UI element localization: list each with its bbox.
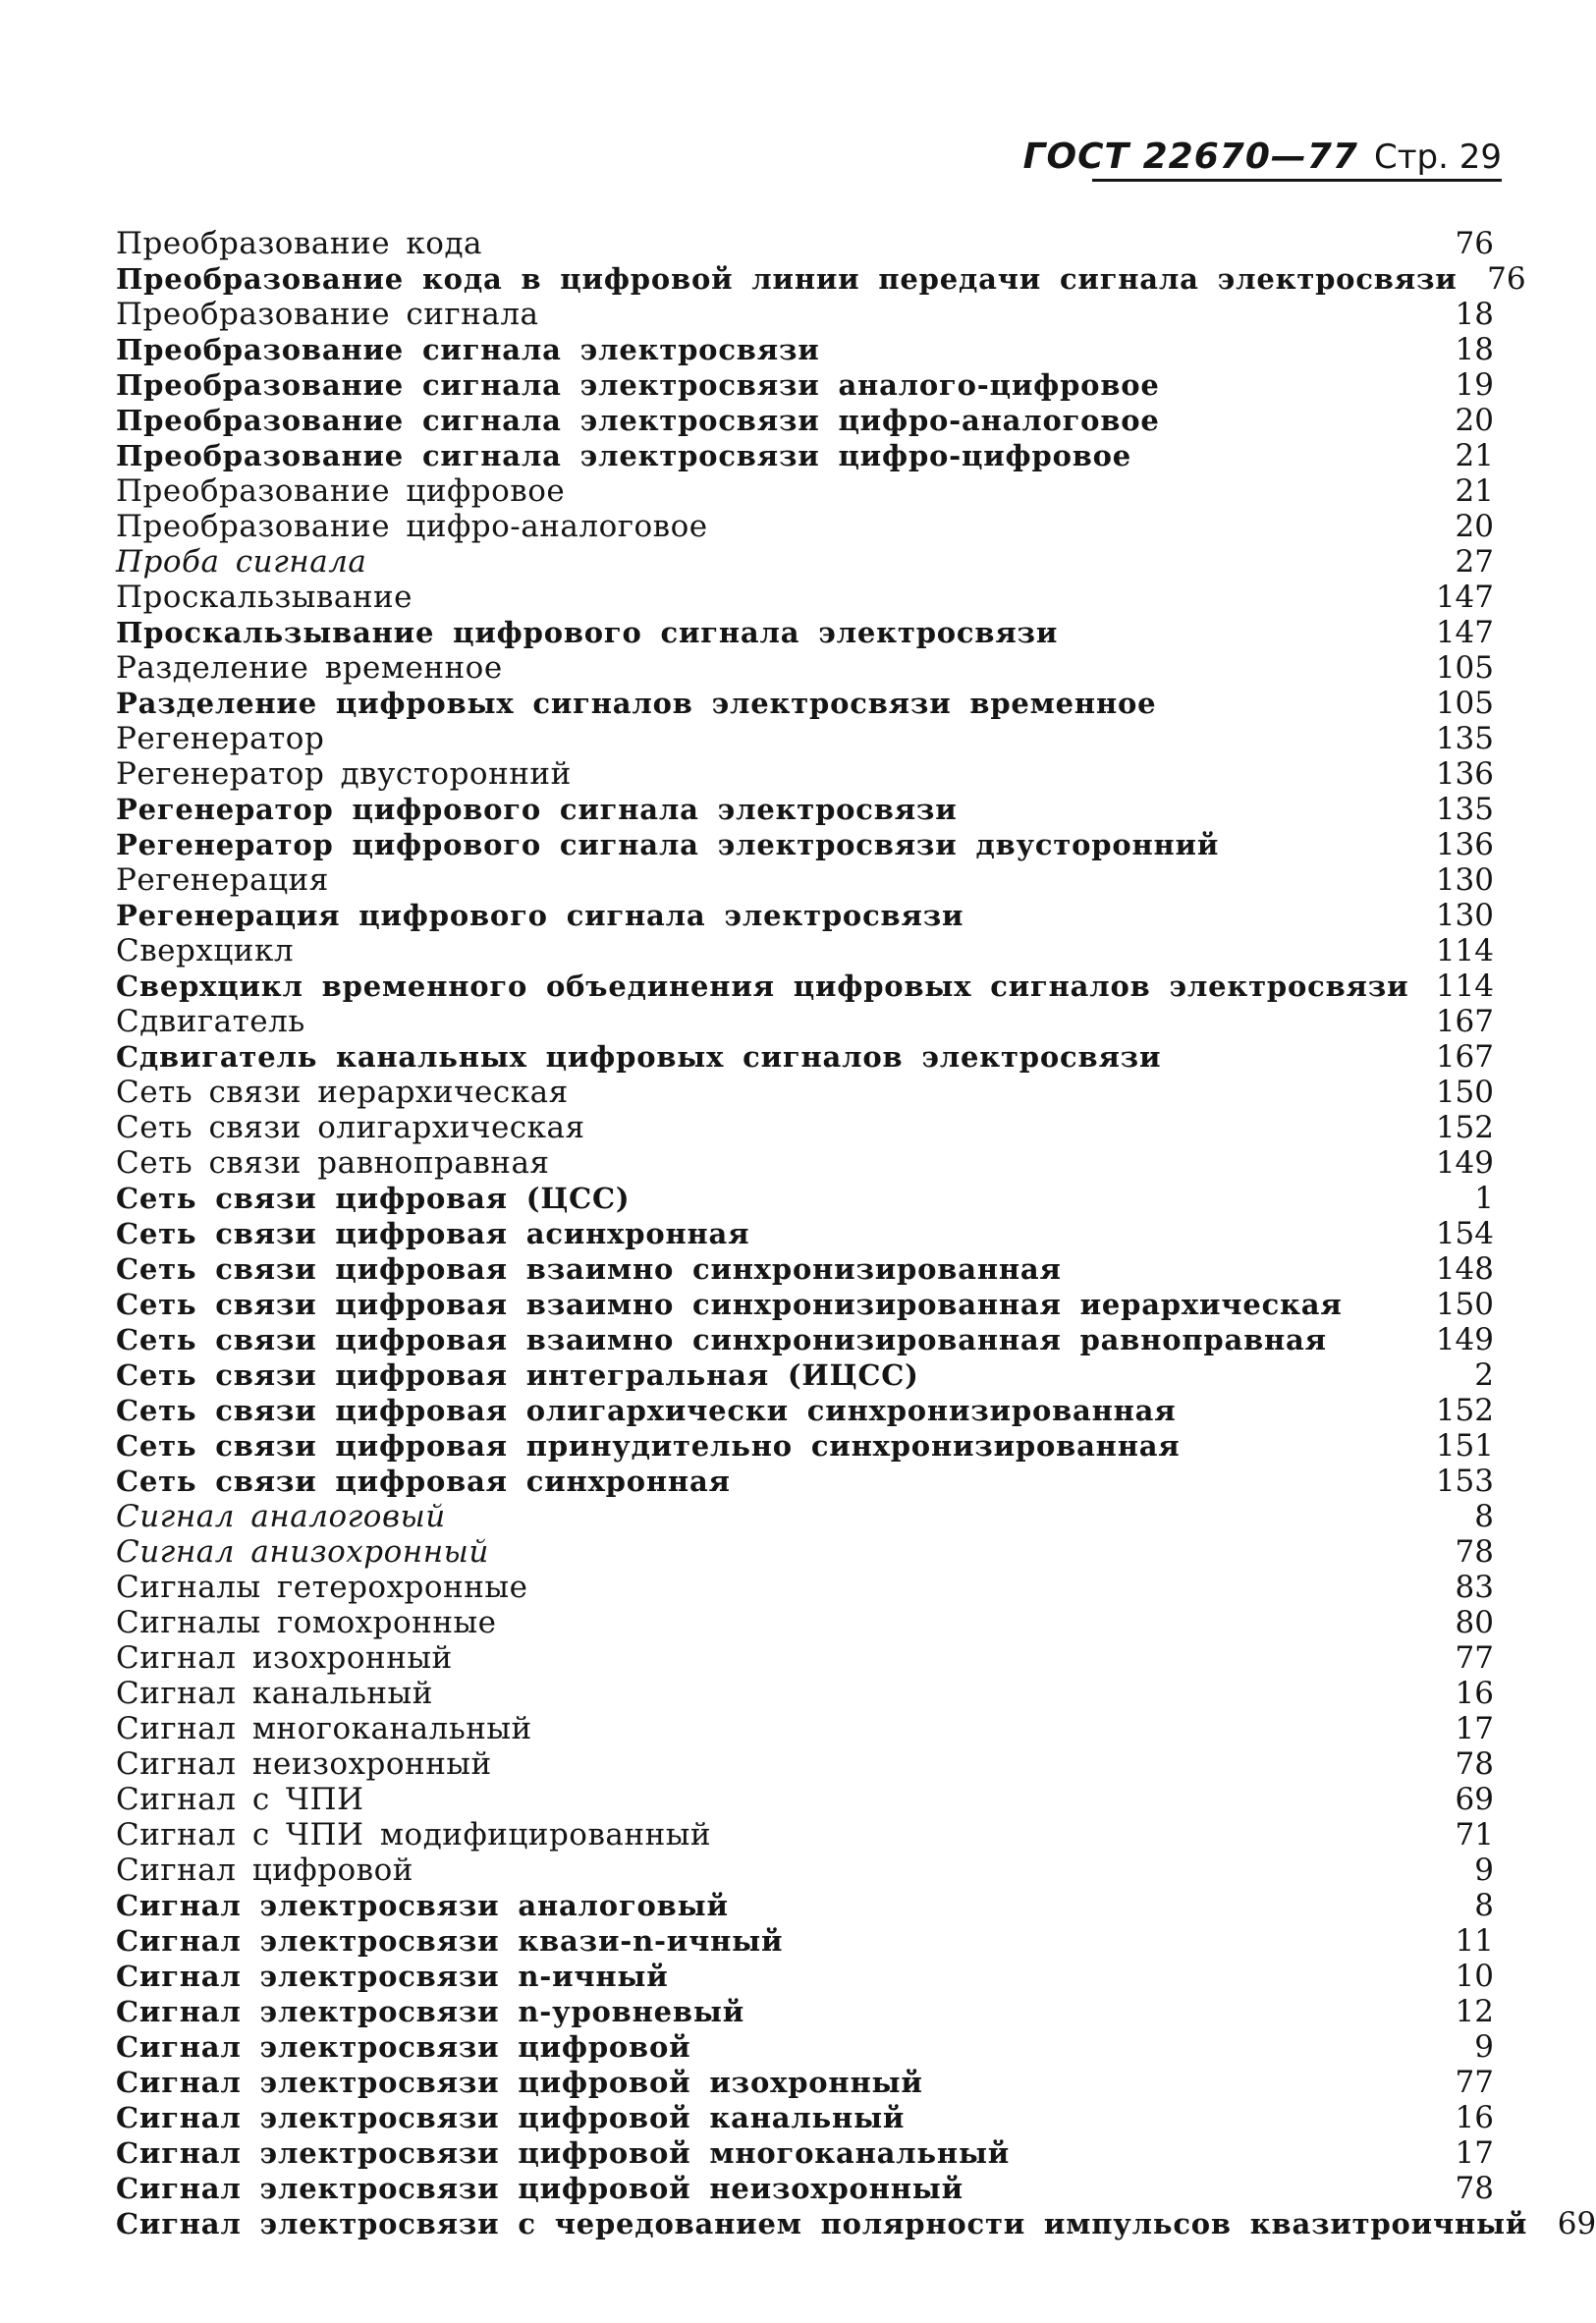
index-term: Регенератор bbox=[116, 721, 325, 756]
index-entry bbox=[116, 1923, 1494, 1959]
index-page-number: 78 bbox=[1455, 1534, 1494, 1570]
index-page-number: 78 bbox=[1455, 1746, 1494, 1782]
index-page-number: 136 bbox=[1435, 827, 1494, 862]
index-page-number: 150 bbox=[1435, 1287, 1494, 1322]
index-page-number: 9 bbox=[1474, 2029, 1494, 2065]
index-entry bbox=[116, 1534, 1494, 1570]
index-term: Сверхцикл временного объединения цифровых сигналов электросвязи bbox=[116, 969, 1409, 1003]
index-term: Сеть связи цифровая взаимно синхронизированная bbox=[116, 1252, 1062, 1286]
index-entry bbox=[116, 756, 1494, 792]
index-entry bbox=[116, 1145, 1494, 1181]
index-page-number: 16 bbox=[1455, 2100, 1494, 2135]
index-page-number: 10 bbox=[1455, 1959, 1494, 1994]
index-term: Преобразование сигнала электросвязи цифро-аналоговое bbox=[116, 404, 1160, 437]
index-page-number: 76 bbox=[1455, 226, 1494, 261]
index-page-number: 76 bbox=[1487, 261, 1526, 297]
index-entry bbox=[116, 2206, 1596, 2241]
index-term: Сеть связи цифровая асинхронная bbox=[116, 1217, 750, 1250]
index-entry bbox=[116, 615, 1494, 650]
index-entry bbox=[116, 1994, 1494, 2029]
index-page-number: 8 bbox=[1474, 1499, 1494, 1534]
index-page-number: 27 bbox=[1455, 544, 1494, 580]
index-page-number: 152 bbox=[1435, 1393, 1494, 1428]
index-entry bbox=[116, 1959, 1494, 1994]
index-term: Преобразование сигнала электросвязи аналого-цифровое bbox=[116, 368, 1160, 402]
index-term: Разделение цифровых сигналов электросвязи временное bbox=[116, 687, 1157, 720]
index-entry bbox=[116, 792, 1494, 827]
index-term: Сеть связи цифровая интегральная (ИЦСС) bbox=[116, 1358, 919, 1392]
index-entry bbox=[116, 2065, 1494, 2100]
index-entry bbox=[116, 261, 1526, 297]
index-term: Регенерация цифрового сигнала электросвязи bbox=[116, 899, 964, 932]
index-entry bbox=[116, 1393, 1494, 1428]
index-entry bbox=[116, 2171, 1494, 2206]
index-term: Сеть связи равноправная bbox=[116, 1145, 550, 1181]
index-entry bbox=[116, 1570, 1494, 1605]
index-entry bbox=[116, 862, 1494, 898]
index-entry bbox=[116, 473, 1494, 509]
index-page-number: 18 bbox=[1455, 332, 1494, 367]
index-entry bbox=[116, 1782, 1494, 1817]
index-term: Разделение временное bbox=[116, 650, 503, 686]
index-page-number: 77 bbox=[1455, 2065, 1494, 2100]
index-term: Сеть связи цифровая взаимно синхронизированная иерархическая bbox=[116, 1288, 1343, 1321]
index-term: Сигнал электросвязи квази-n-ичный bbox=[116, 1924, 784, 1958]
index-page-number: 9 bbox=[1474, 1853, 1494, 1888]
index-entry bbox=[116, 403, 1494, 438]
index-entry bbox=[116, 686, 1494, 721]
index-page-number: 148 bbox=[1435, 1251, 1494, 1287]
index-page-number: 78 bbox=[1455, 2171, 1494, 2206]
index-page-number: 154 bbox=[1435, 1216, 1494, 1251]
index-term: Сдвигатель канальных цифровых сигналов электросвязи bbox=[116, 1040, 1162, 1074]
index-entry bbox=[116, 898, 1494, 933]
index-entry bbox=[116, 1004, 1494, 1039]
index-term: Сигнал неизохронный bbox=[116, 1746, 492, 1782]
index-page-number: 12 bbox=[1455, 1994, 1494, 2029]
index-page-number: 151 bbox=[1435, 1428, 1494, 1464]
index-entry bbox=[116, 1251, 1494, 1287]
index-entry bbox=[116, 1464, 1494, 1499]
index-page-number: 83 bbox=[1455, 1570, 1494, 1605]
index-page-number: 71 bbox=[1455, 1817, 1494, 1853]
index-page-number: 167 bbox=[1435, 1004, 1494, 1039]
index-term: Сигналы гомохронные bbox=[116, 1605, 497, 1640]
page-number: Стр. 29 bbox=[1373, 138, 1502, 177]
index-term: Сеть связи цифровая синхронная bbox=[116, 1465, 731, 1498]
index-entry bbox=[116, 367, 1494, 403]
index-page-number: 147 bbox=[1435, 615, 1494, 650]
index-page-number: 21 bbox=[1455, 473, 1494, 509]
index-entry bbox=[116, 1888, 1494, 1923]
index-term: Сеть связи цифровая взаимно синхронизированная равноправная bbox=[116, 1323, 1327, 1356]
index-term: Сигнал анизохронный bbox=[116, 1534, 489, 1570]
index-page-number: 2 bbox=[1474, 1357, 1494, 1393]
index-entry bbox=[116, 509, 1494, 544]
index-term: Преобразование кода bbox=[116, 226, 483, 261]
index-term: Преобразование цифро-аналоговое bbox=[116, 509, 708, 544]
index-term: Сигнал аналоговый bbox=[116, 1499, 446, 1534]
index-page-number: 17 bbox=[1455, 1711, 1494, 1746]
index-term: Сигнал электросвязи цифровой изохронный bbox=[116, 2066, 923, 2099]
index-term: Сигнал цифровой bbox=[116, 1853, 413, 1888]
index-term: Сигнал электросвязи n-уровневый bbox=[116, 1995, 745, 2028]
index-entry bbox=[116, 297, 1494, 332]
index-entry bbox=[116, 438, 1494, 473]
index-page-number: 18 bbox=[1455, 297, 1494, 332]
index-entry bbox=[116, 1676, 1494, 1711]
index-page-number: 20 bbox=[1455, 403, 1494, 438]
header-rule bbox=[1092, 179, 1502, 182]
index-page-number: 80 bbox=[1455, 1605, 1494, 1640]
index-entry bbox=[116, 1039, 1494, 1075]
index-term: Сеть связи олигархическая bbox=[116, 1110, 585, 1145]
index-term: Сигнал электросвязи цифровой канальный bbox=[116, 2101, 906, 2134]
index-term: Преобразование кода в цифровой линии передачи сигнала электросвязи bbox=[116, 262, 1458, 296]
index-term: Сеть связи цифровая (ЦСС) bbox=[116, 1182, 631, 1215]
index-page-number: 17 bbox=[1455, 2135, 1494, 2171]
index-entry bbox=[116, 721, 1494, 756]
index-term: Преобразование сигнала электросвязи цифро-цифровое bbox=[116, 439, 1132, 472]
index-term: Сеть связи цифровая принудительно синхронизированная bbox=[116, 1429, 1181, 1463]
index-page-number: 69 bbox=[1557, 2206, 1596, 2241]
index-page-number: 153 bbox=[1435, 1464, 1494, 1499]
index-term: Сигнал электросвязи n-ичный bbox=[116, 1960, 669, 1993]
index-page-number: 1 bbox=[1474, 1181, 1494, 1216]
index-term: Сигнал электросвязи цифровой многоканальный bbox=[116, 2136, 1011, 2170]
index-page-number: 114 bbox=[1435, 933, 1494, 968]
index-entry bbox=[116, 1499, 1494, 1534]
index-term: Сверхцикл bbox=[116, 933, 295, 968]
index-term: Сигнал с ЧПИ bbox=[116, 1782, 364, 1817]
index-entry bbox=[116, 827, 1494, 862]
page-header bbox=[1023, 118, 1502, 177]
index-entry bbox=[116, 2100, 1494, 2135]
index-page-number: 130 bbox=[1435, 898, 1494, 933]
index-term: Сигнал электросвязи аналоговый bbox=[116, 1889, 729, 1922]
index-entry bbox=[116, 226, 1494, 261]
index-page-number: 11 bbox=[1455, 1923, 1494, 1959]
index-page-number: 77 bbox=[1455, 1640, 1494, 1676]
index-term: Сигнал электросвязи цифровой неизохронный bbox=[116, 2172, 963, 2205]
index-term: Сигнал электросвязи цифровой bbox=[116, 2030, 691, 2064]
index-term: Преобразование цифровое bbox=[116, 473, 566, 509]
index-entry bbox=[116, 1357, 1494, 1393]
index-term: Сигнал электросвязи с чередованием полярности импульсов квазитроичный bbox=[116, 2207, 1528, 2240]
index-page-number: 149 bbox=[1435, 1145, 1494, 1181]
index-term: Сигналы гетерохронные bbox=[116, 1570, 528, 1605]
index-entry bbox=[116, 968, 1494, 1004]
index-term: Преобразование сигнала bbox=[116, 297, 539, 332]
index-term: Сигнал многоканальный bbox=[116, 1711, 532, 1746]
index-term: Проскальзывание цифрового сигнала электросвязи bbox=[116, 616, 1059, 649]
standard-number: ГОСТ 22670—77 bbox=[1022, 137, 1358, 177]
index-term: Регенерация bbox=[116, 862, 329, 898]
index-page-number: 167 bbox=[1435, 1039, 1494, 1075]
index-entry bbox=[116, 2135, 1494, 2171]
index-entry bbox=[116, 2029, 1494, 2065]
index-entry bbox=[116, 1746, 1494, 1782]
index-entry bbox=[116, 1216, 1494, 1251]
index-term: Преобразование сигнала электросвязи bbox=[116, 333, 820, 366]
index-term: Регенератор цифрового сигнала электросвязи bbox=[116, 793, 958, 826]
index-page-number: 150 bbox=[1435, 1075, 1494, 1110]
index-entry bbox=[116, 1287, 1494, 1322]
index-term: Сдвигатель bbox=[116, 1004, 305, 1039]
index-term: Сигнал с ЧПИ модифицированный bbox=[116, 1817, 712, 1853]
index-entry bbox=[116, 1817, 1494, 1853]
index-term: Проба сигнала bbox=[116, 544, 367, 580]
index-entry bbox=[116, 1711, 1494, 1746]
index-entry bbox=[116, 1181, 1494, 1216]
index-page-number: 105 bbox=[1435, 650, 1494, 686]
index-page-number: 8 bbox=[1474, 1888, 1494, 1923]
index-page-number: 149 bbox=[1435, 1322, 1494, 1357]
index-page-number: 135 bbox=[1435, 792, 1494, 827]
index-page-number: 20 bbox=[1455, 509, 1494, 544]
index-term: Регенератор цифрового сигнала электросвязи двусторонний bbox=[116, 828, 1220, 861]
index-entry bbox=[116, 1110, 1494, 1145]
index-entry bbox=[116, 1605, 1494, 1640]
index-page-number: 130 bbox=[1435, 862, 1494, 898]
index-page-number: 105 bbox=[1435, 686, 1494, 721]
index-page-number: 114 bbox=[1435, 968, 1494, 1004]
index-entry bbox=[116, 650, 1494, 686]
index-entry bbox=[116, 580, 1494, 615]
index-page-number: 21 bbox=[1455, 438, 1494, 473]
index-term: Сигнал канальный bbox=[116, 1676, 433, 1711]
index-entry bbox=[116, 1640, 1494, 1676]
index-term: Сигнал изохронный bbox=[116, 1640, 453, 1676]
index-page-number: 136 bbox=[1435, 756, 1494, 792]
index-term: Сеть связи иерархическая bbox=[116, 1075, 569, 1110]
index-entry bbox=[116, 332, 1494, 367]
index-entry bbox=[116, 1322, 1494, 1357]
index-page-number: 147 bbox=[1435, 580, 1494, 615]
index-entry bbox=[116, 933, 1494, 968]
index-page-number: 19 bbox=[1455, 367, 1494, 403]
index-term: Сеть связи цифровая олигархически синхронизированная bbox=[116, 1394, 1177, 1427]
term-index-list bbox=[116, 226, 1596, 2241]
index-page-number: 135 bbox=[1435, 721, 1494, 756]
index-term: Проскальзывание bbox=[116, 580, 413, 615]
index-entry bbox=[116, 544, 1494, 580]
index-term: Регенератор двусторонний bbox=[116, 756, 572, 792]
index-entry bbox=[116, 1853, 1494, 1888]
index-page-number: 16 bbox=[1455, 1676, 1494, 1711]
index-page-number: 69 bbox=[1455, 1782, 1494, 1817]
index-page-number: 152 bbox=[1435, 1110, 1494, 1145]
index-entry bbox=[116, 1428, 1494, 1464]
index-entry bbox=[116, 1075, 1494, 1110]
